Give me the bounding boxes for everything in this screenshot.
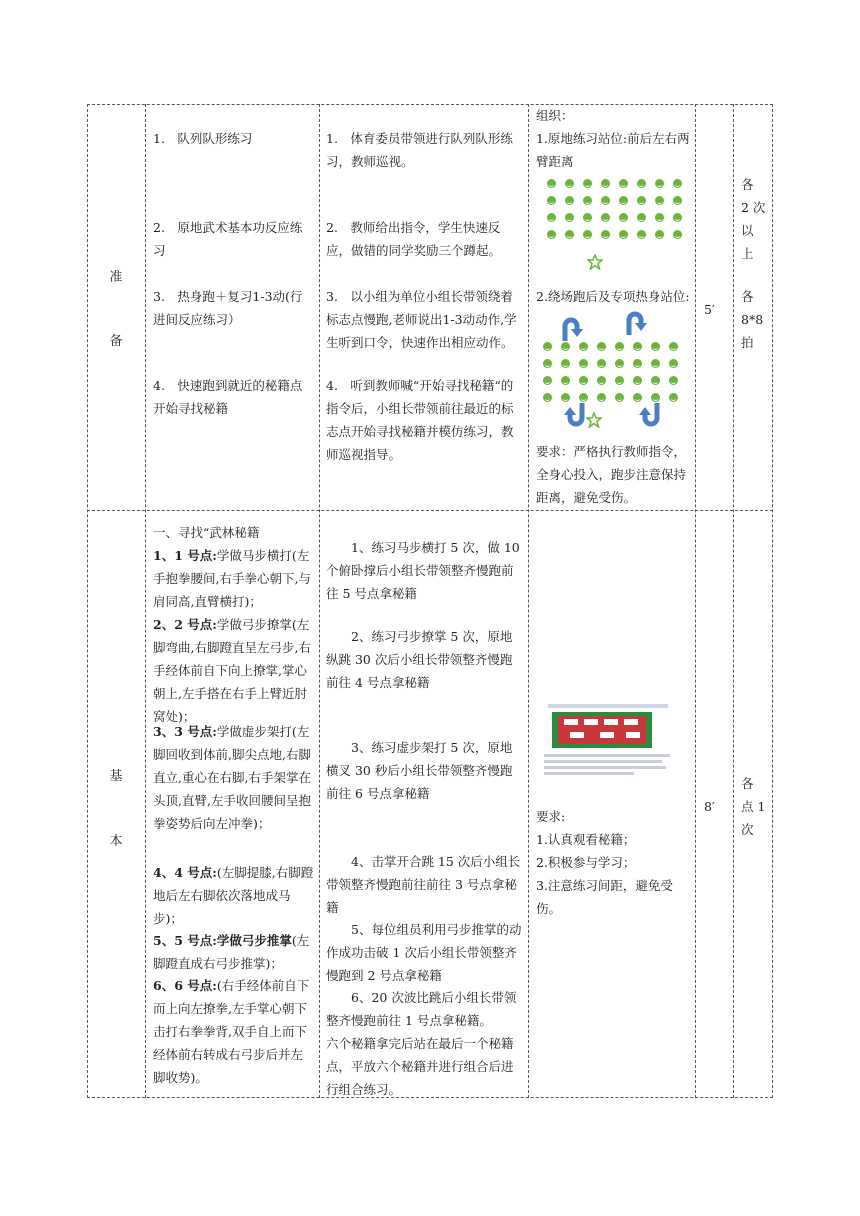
org-formation-1: 1.原地练习站位:前后左右两臂距离 — [536, 131, 690, 169]
prep-method-4: 4. 听到教师喊“开始寻找秘籍“的指令后，小组长带领前往最近的标志点开始寻找秘籍并模仿练习，教师巡视指导。 — [326, 378, 514, 462]
basic-point-1 — [153, 544, 315, 613]
teacher-star-icon — [587, 254, 603, 270]
prep-count-1-0: 各 — [741, 177, 754, 192]
org-requirement: 要求：严格执行教师指令，全身心投入，跑步注意保持距离，避免受伤。 — [536, 444, 687, 505]
prep-method-2: 2. 教师给出指令，学生快速反应，做错的同学奖励三个蹲起。 — [326, 220, 502, 258]
point-text: (右手经体前自下而上向左撩拳,左手掌心朝下击打右拳拳背,双手自上而下经体前右转成右弓步后并左脚收势)。 — [153, 978, 310, 1085]
point-text: (左脚提膝,右脚蹬地后左右脚依次落地成马步)； — [153, 865, 314, 926]
basic-method-4: 4、击掌开合跳 15 次后小组长带领整齐慢跑前往前往 3 号点拿秘籍 — [326, 854, 521, 915]
point-label: 1、1 号点: — [153, 548, 217, 563]
prep-content-1: 1. 队列队形练习 — [153, 131, 253, 146]
turn-arrow-icon — [624, 310, 648, 336]
point-text: (左脚蹬直成右弓步推掌)； — [153, 933, 310, 971]
turn-arrow-icon — [638, 402, 662, 428]
phase-label-basic-2: 本 — [109, 834, 123, 849]
prep-method-1: 1. 体育委员带领进行队列队形练习，教师巡视。 — [326, 131, 513, 169]
secret-manual-thumbnail — [540, 704, 676, 776]
prep-count-1-2: 以 — [741, 223, 754, 238]
org-title: 组织： — [536, 108, 574, 123]
basic-count-2: 次 — [741, 822, 754, 837]
prep-count-2-2: 拍 — [741, 335, 754, 350]
basic-method-2: 2、练习弓步撩掌 5 次，原地纵跳 30 次后小组长带领整齐慢跑前往 4 号点拿秘籍 — [326, 629, 513, 690]
prep-content-3: 3. 热身跑＋复习1-3动(行进间反应练习） — [153, 289, 303, 327]
prep-count-1-3: 上 — [741, 246, 754, 261]
point-label: 6、6 号点: — [153, 978, 217, 993]
phase-label-prep-1: 准 — [109, 270, 123, 285]
basic-point-6 — [153, 974, 315, 1089]
turn-arrow-icon — [563, 402, 587, 428]
prep-count-1-1: 2 次 — [741, 200, 766, 215]
formation-1-diagram — [542, 176, 686, 244]
basic-time: 8′ — [704, 799, 715, 814]
basic-method-7: 六个秘籍拿完后站在最后一个秘籍点，平放六个秘籍并进行组合后进行组合练习。 — [326, 1036, 514, 1097]
formation-2-diagram — [538, 339, 682, 407]
basic-method-1: 1、练习马步横打 5 次，做 10 个俯卧撑后小组长带领整齐慢跑前往 5 号点拿秘籍 — [326, 540, 520, 601]
point-text: 学做虚步架打(左脚回收到体前,脚尖点地,右脚直立,重心在右脚,右手架掌在头顶,直臂,左手收回腰间呈抱拳姿势后向左冲拳)； — [153, 724, 311, 831]
basic-count-0: 各 — [741, 776, 754, 791]
basic-method-3: 3、练习虚步架打 5 次，原地横叉 30 秒后小组长带领整齐慢跑前往 6 号点拿秘籍 — [326, 740, 513, 801]
point-text: 学做马步横打(左手抱拳腰间,右手拳心朝下,与肩同高,直臂横打)； — [153, 548, 311, 609]
basic-count-1: 点 1 — [741, 799, 766, 814]
point-label: 5、5 号点:学做弓步推掌 — [153, 933, 292, 948]
basic-point-3 — [153, 720, 315, 835]
basic-req-title: 要求: — [536, 809, 566, 824]
point-label: 4、4 号点: — [153, 865, 217, 880]
prep-content-2: 2. 原地武术基本功反应练习 — [153, 220, 303, 258]
point-text: 学做弓步撩掌(左脚弯曲,右脚蹬直呈左弓步,右手经体前自下向上撩掌,掌心朝上,左手搭在右手上臂近肘窝处)； — [153, 617, 311, 724]
prep-count-2-1: 8*8 — [741, 312, 764, 327]
prep-time: 5′ — [704, 302, 715, 317]
basic-method-6: 6、20 次波比跳后小组长带领整齐慢跑前往 1 号点拿秘籍。 — [326, 990, 517, 1028]
teacher-star-icon — [586, 412, 602, 428]
point-label: 2、2 号点: — [153, 617, 217, 632]
basic-point-4 — [153, 861, 315, 930]
basic-req-2: 2.积极参与学习； — [536, 855, 636, 870]
prep-method-3: 3. 以小组为单位小组长带领绕着标志点慢跑,老师说出1-3动动作,学生听到口令，快速作出相应动作。 — [326, 289, 517, 350]
basic-point-2 — [153, 613, 315, 728]
prep-count-2-0: 各 — [741, 289, 754, 304]
basic-point-5 — [153, 929, 315, 975]
basic-req-3: 3.注意练习间距，避免受伤。 — [536, 878, 673, 916]
phase-label-prep-2: 备 — [109, 334, 123, 349]
basic-req-1: 1.认真观看秘籍； — [536, 832, 636, 847]
phase-label-basic-1: 基 — [109, 769, 123, 784]
prep-content-4: 4. 快速跑到就近的秘籍点开始寻找秘籍 — [153, 378, 303, 416]
org-formation-2: 2.绕场跑后及专项热身站位: — [536, 289, 690, 304]
point-label: 3、3 号点: — [153, 724, 217, 739]
basic-method-5: 5、每位组员利用弓步推掌的动作成功击破 1 次后小组长带领整齐慢跑到 2 号点拿秘籍 — [326, 922, 522, 983]
basic-intro: 一、寻找“武林秘籍 — [153, 525, 260, 540]
